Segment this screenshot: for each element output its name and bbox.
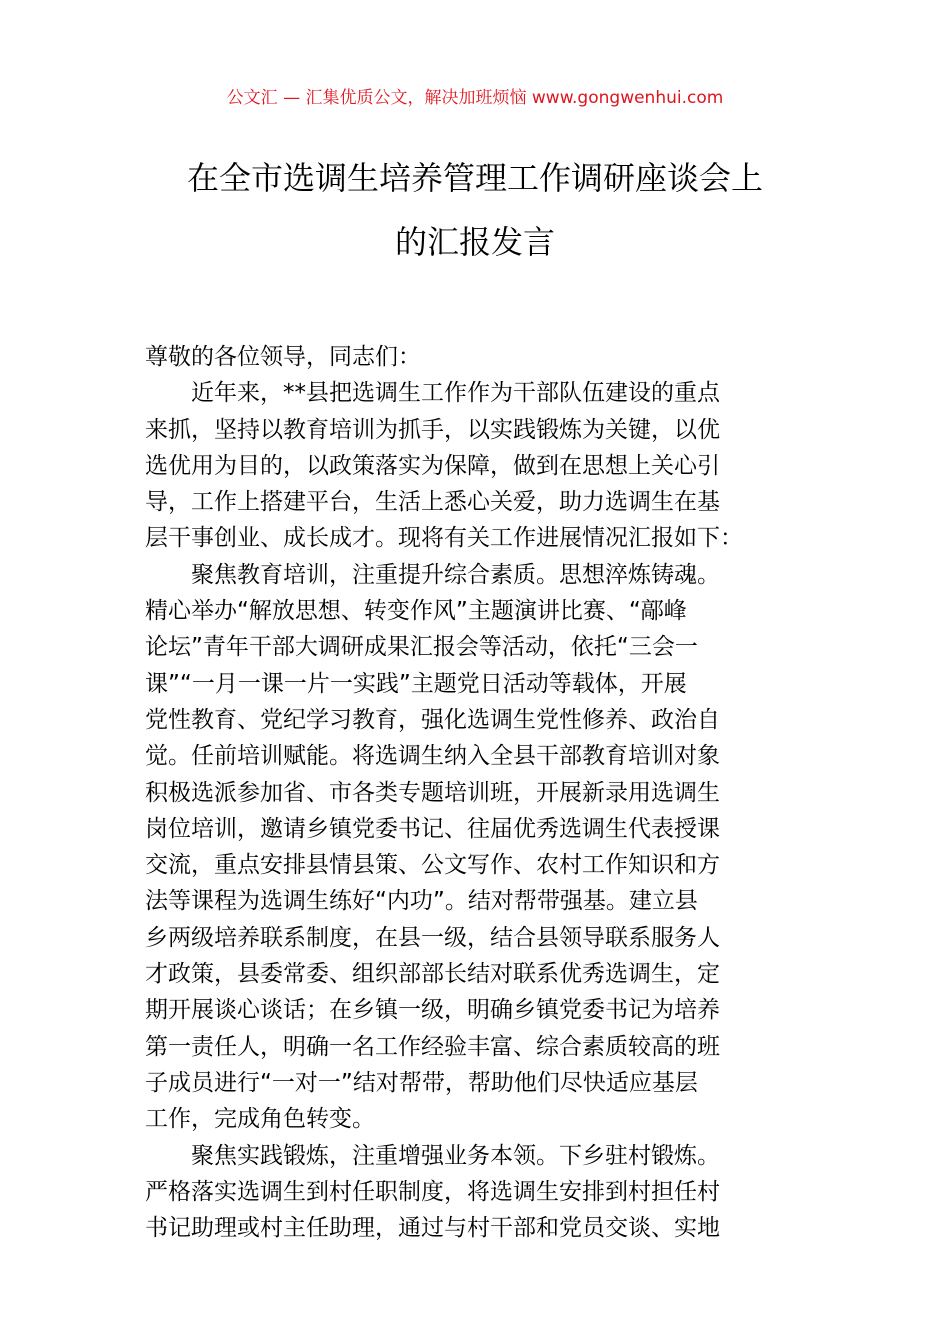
salutation: 尊敬的各位领导，同志们： [145,344,421,370]
paragraph-practice-line: 聚焦实践锻炼，注重增强业务本领。下乡驻村锻炼。 [191,1142,720,1169]
paragraph-training-line: 期开展谈心谈话；在乡镇一级，明确乡镇党委书记为培养 [145,997,720,1024]
paragraph-training-line: 法等课程为选调生练好“内功”。结对帮带强基。建立县 [145,888,698,915]
paragraph-intro-line: 层干事创业、成长成才。现将有关工作进展情况汇报如下： [145,525,743,552]
paragraph-training-line: 论坛”青年干部大调研成果汇报会等活动，依托“三会一 [145,634,698,661]
paragraph-intro-line: 来抓，坚持以教育培训为抓手，以实践锻炼为关键，以优 [145,416,720,443]
paragraph-practice-line: 书记助理或村主任助理，通过与村干部和党员交谈、实地 [145,1215,720,1242]
paragraph-practice-line: 严格落实选调生到村任职制度，将选调生安排到村担任村 [145,1178,720,1205]
title-line-1: 在全市选调生培养管理工作调研座谈会上 [186,159,763,197]
paragraph-training-line: 第一责任人，明确一名工作经验丰富、综合素质较高的班 [145,1033,720,1060]
paragraph-training-line: 精心举办“解放思想、转变作风”主题演讲比赛、“鄗峰 [145,598,687,625]
site-header-banner: 公文汇 — 汇集优质公文，解决加班烦恼 www.gongwenhui.com [226,88,724,108]
paragraph-training-line: 积极选派参加省、市各类专题培训班，开展新录用选调生 [145,779,720,806]
document-title [120,146,830,274]
paragraph-intro-line: 选优用为目的，以政策落实为保障，做到在思想上关心引 [145,452,720,479]
title-line-2: 的汇报发言 [394,223,555,261]
paragraph-training-line: 乡两级培养联系制度，在县一级，结合县领导联系服务人 [145,924,720,951]
paragraph-intro-line: 近年来，**县把选调生工作作为干部队伍建设的重点 [191,380,720,407]
paragraph-training-line: 觉。任前培训赋能。将选调生纳入全县干部教育培训对象 [145,743,720,770]
paragraph-training-line: 课”“一月一课一片一实践”主题党日活动等载体，开展 [145,670,687,697]
paragraph-training-line: 才政策，县委常委、组织部部长结对联系优秀选调生，定 [145,961,720,988]
paragraph-training-line: 交流，重点安排县情县策、公文写作、农村工作知识和方 [145,852,720,879]
paragraph-training-line: 聚焦教育培训，注重提升综合素质。思想淬炼铸魂。 [191,561,720,588]
paragraph-training-line: 子成员进行“一对一”结对帮带，帮助他们尽快适应基层 [145,1069,698,1096]
paragraph-training-line: 岗位培训，邀请乡镇党委书记、往届优秀选调生代表授课 [145,815,720,842]
paragraph-training-line: 党性教育、党纪学习教育，强化选调生党性修养、政治自 [145,706,720,733]
paragraph-intro-line: 导，工作上搭建平台，生活上悉心关爱，助力选调生在基 [145,489,720,516]
document-body [145,339,815,1246]
paragraph-training-line: 工作，完成角色转变。 [145,1106,375,1133]
